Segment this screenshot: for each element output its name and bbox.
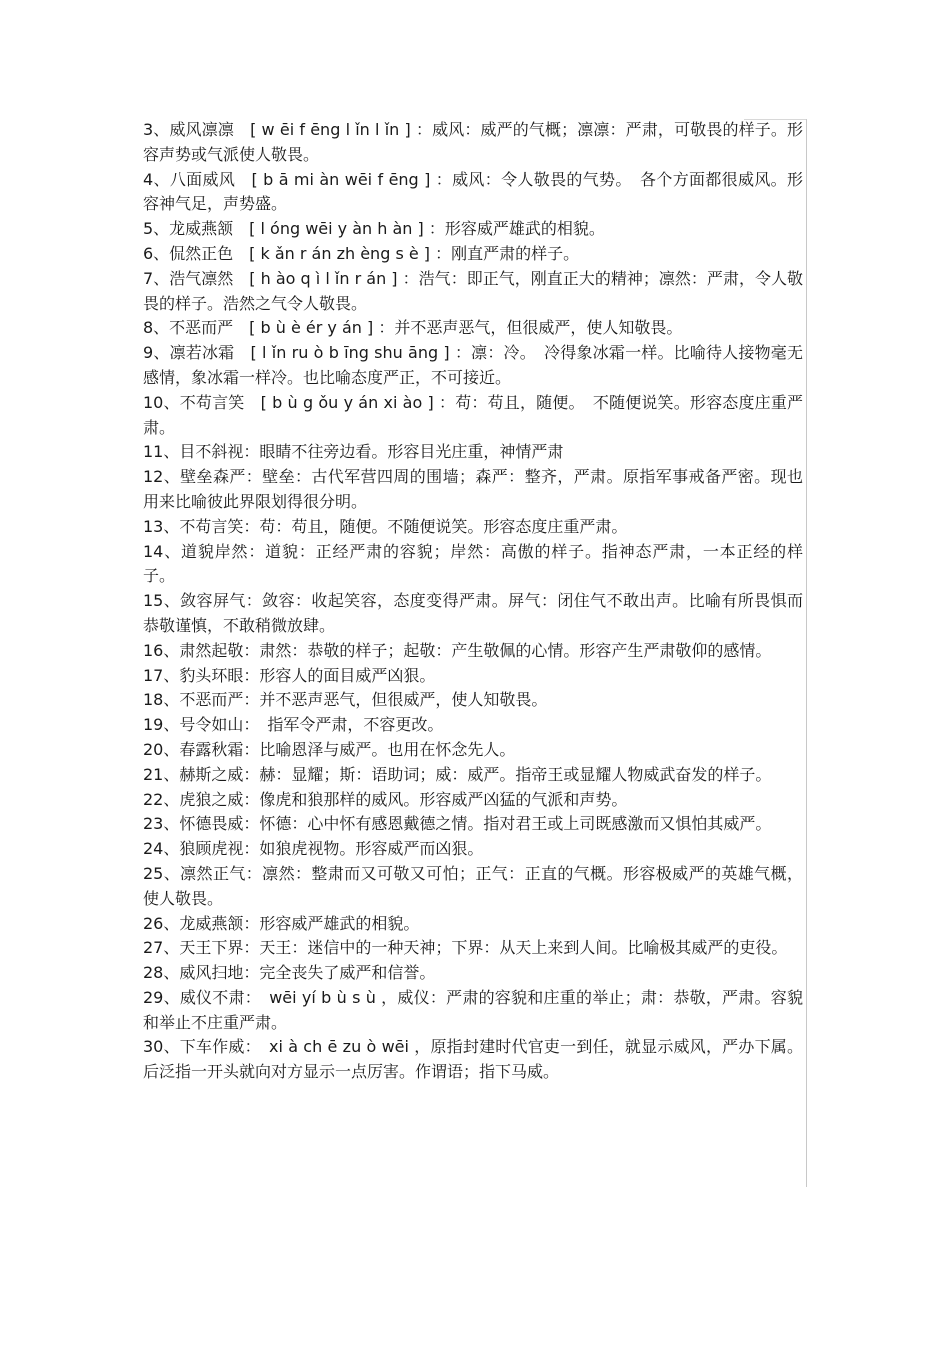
- idiom-list: [143, 118, 803, 1085]
- list-item: 24、狼顾虎视：如狼虎视物。形容威严而凶狠。: [143, 839, 484, 859]
- list-item: 28、威风扫地：完全丧失了威严和信誉。: [143, 963, 436, 983]
- list-item: 20、春露秋霜：比喻恩泽与威严。也用在怀念先人。: [143, 739, 516, 759]
- list-item: 25、凛然正气：凛然：整肃而又可敬又可怕；正气：正直的气概。形容极威严的英雄气概，使人敬畏。: [143, 863, 803, 908]
- list-item: 22、虎狼之威：像虎和狼那样的威风。形容威严凶猛的气派和声势。: [143, 789, 628, 809]
- list-item: 29、威仪不肃： wēi yí b ù s ù ，威仪：严肃的容貌和庄重的举止；肃：恭敬，严肃。容貌和举止不庄重严肃。: [143, 987, 803, 1032]
- list-item: 15、敛容屏气：敛容：收起笑容，态度变得严肃。屏气：闭住气不敢出声。比喻有所畏惧而恭敬谨慎，不敢稍微放肆。: [143, 591, 803, 635]
- list-item: 26、龙威燕颔：形容威严雄武的相貌。: [143, 913, 420, 933]
- list-item: 19、号令如山： 指军令严肃，不容更改。: [143, 715, 444, 735]
- list-item: 27、天王下界：天王：迷信中的一种天神；下界：从天上来到人间。比喻极其威严的吏役。: [143, 938, 788, 958]
- list-item: 13、不苟言笑：苟：苟且，随便。不随便说笑。形容态度庄重严肃。: [143, 516, 628, 536]
- list-item: 21、赫斯之威：赫：显耀；斯：语助词；威：威严。指帝王或显耀人物威武奋发的样子。: [143, 764, 772, 784]
- list-item: 6、侃然正色 [ k ǎn r án zh èng s è ] ：刚直严肃的样子。: [143, 243, 580, 263]
- list-item: 17、豹头环眼：形容人的面目威严凶狠。: [143, 665, 436, 685]
- list-item: 30、下车作威： xi à ch ē zu ò wēi ，原指封建时代官吏一到任，就显示威风，严办下属。后泛指一开头就向对方显示一点厉害。作谓语；指下马威。: [143, 1037, 803, 1082]
- list-item: 8、不恶而严 [ b ù è ér y án ] ：并不恶声恶气，但很威严，使人知敬畏。: [143, 318, 683, 338]
- list-item: 10、不苟言笑 [ b ù g ǒu y án xi ào ] ：苟：苟且，随便。 不随便说笑。形容态度庄重严肃。: [143, 392, 803, 437]
- list-item: 16、肃然起敬：肃然：恭敬的样子；起敬：产生敬佩的心情。形容产生严肃敬仰的感情。: [143, 640, 772, 660]
- list-item: 14、道貌岸然：道貌：正经严肃的容貌；岸然：高傲的样子。指神态严肃，一本正经的样子。: [143, 541, 803, 586]
- list-item: 4、八面威风 [ b ā mi àn wēi f ēng ] ：威风：令人敬畏的气势。 各个方面都很威风。形容神气足，声势盛。: [143, 169, 803, 214]
- list-item: 18、不恶而严：并不恶声恶气，但很威严，使人知敬畏。: [143, 690, 548, 710]
- list-item: 5、龙威燕颔 [ l óng wēi y àn h àn ] ：形容威严雄武的相貌。: [143, 219, 605, 239]
- list-item: 7、浩气凛然 [ h ào q ì l ǐn r án ] ：浩气：即正气，刚直正大的精神；凛然：严肃，令人敬畏的样子。浩然之气令人敬畏。: [143, 268, 803, 313]
- list-item: 12、壁垒森严：壁垒：古代军营四周的围墙；森严：整齐，严肃。原指军事戒备严密。现也用来比喻彼此界限划得很分明。: [143, 467, 803, 511]
- list-item: 9、凛若冰霜 [ l ǐn ru ò b īng shu āng ] ：凛：冷。 冷得象冰霜一样。比喻待人接物毫无感情，象冰霜一样冷。也比喻态度严正，不可接近。: [143, 343, 803, 387]
- right-border-line: [806, 119, 807, 1187]
- list-item: 3、威风凛凛 [ w ēi f ēng l ǐn l ǐn ] ：威风：威严的气概；凛凛：严肃，可敬畏的样子。形容声势或气派使人敬畏。: [143, 120, 803, 164]
- list-item: 23、怀德畏威：怀德：心中怀有感恩戴德之情。指对君王或上司既感激而又惧怕其威严。: [143, 814, 772, 834]
- list-item: 11、目不斜视：眼睛不往旁边看。形容目光庄重，神情严肃: [143, 442, 564, 462]
